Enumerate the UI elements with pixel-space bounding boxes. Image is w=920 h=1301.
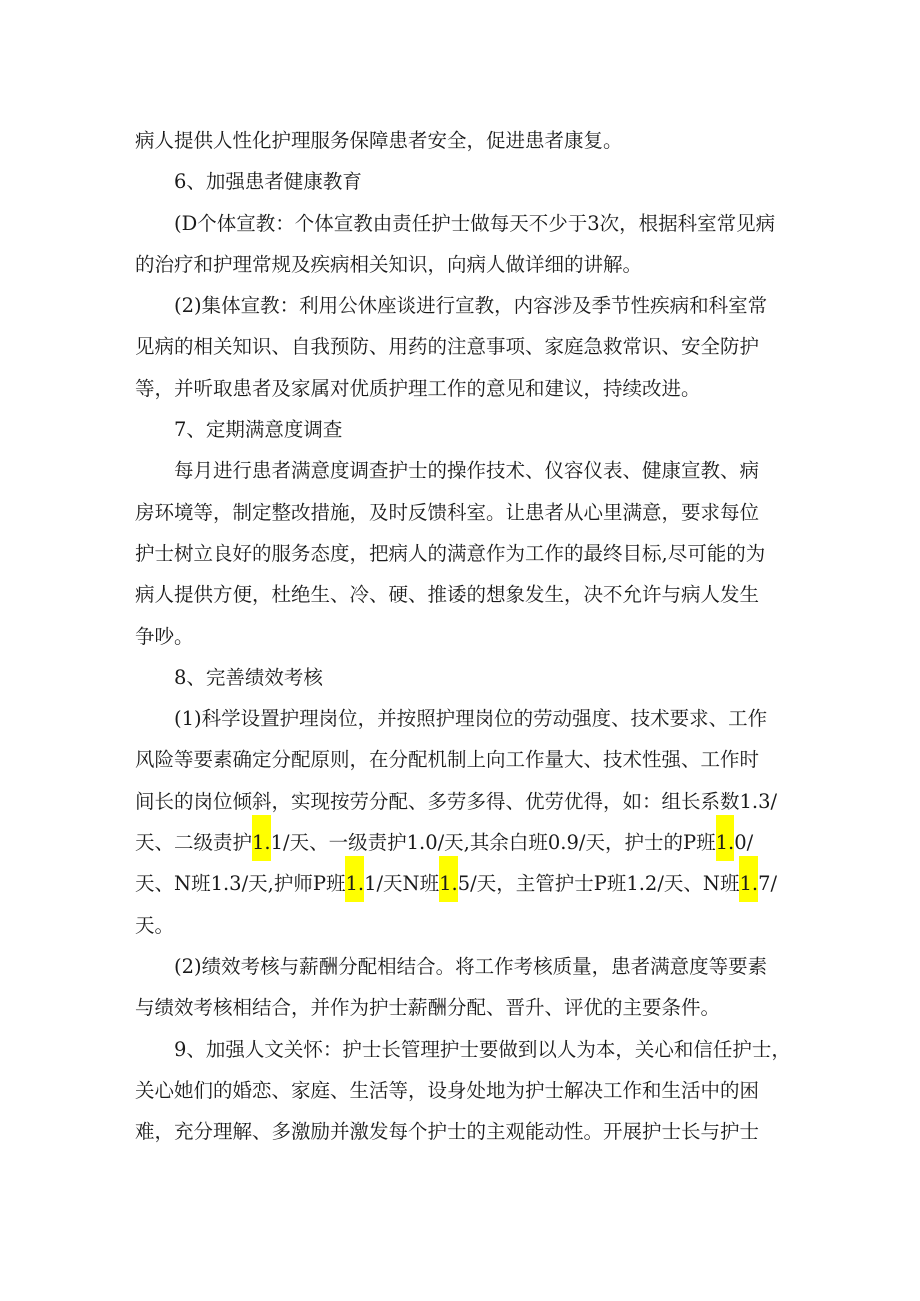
text-segment: 0/ — [734, 831, 754, 855]
paragraph-line: 护士树立良好的服务态度，把病人的满意作为工作的最终目标,尽可能的为 — [135, 541, 766, 565]
text-segment: 1/天、一级责护1.0/天,其余白班0.9/天，护士的P班 — [270, 831, 716, 855]
section-heading-8: 8、完善绩效考核 — [174, 665, 323, 689]
highlight-mark: 1. — [252, 815, 271, 861]
paragraph-line: 等，并听取患者及家属对优质护理工作的意见和建议，持续改进。 — [135, 376, 701, 400]
highlight-mark: 1. — [716, 815, 735, 861]
text-segment: 7/ — [758, 872, 778, 896]
paragraph-line: (D个体宣教：个体宣教由责任护士做每天不少于3次，根据科室常见病 — [174, 211, 776, 235]
highlight-mark: 1. — [439, 856, 458, 902]
paragraph-line: 关心她们的婚恋、家庭、生活等，设身处地为护士解决工作和生活中的困 — [135, 1078, 760, 1102]
section-heading-7: 7、定期满意度调查 — [174, 418, 343, 442]
paragraph-line: (2)绩效考核与薪酬分配相结合。将工作考核质量，患者满意度等要素 — [174, 954, 768, 978]
text-segment: 天、二级责护 — [135, 831, 253, 855]
text-segment: 天、N班1.3/天,护师P班 — [135, 872, 346, 896]
section-heading-6: 6、加强患者健康教育 — [174, 170, 362, 194]
paragraph-line: 风险等要素确定分配原则，在分配机制上向工作量大、技术性强、工作时 — [135, 748, 760, 772]
paragraph-line: 每月进行患者满意度调查护士的操作技术、仪容仪表、健康宣教、病 — [174, 459, 760, 483]
highlight-mark: 1. — [345, 856, 364, 902]
paragraph-line: 见病的相关知识、自我预防、用药的注意事项、家庭急救常识、安全防护 — [135, 335, 760, 359]
text-segment: 1/天N班 — [364, 872, 440, 896]
paragraph-line: 天。 — [135, 913, 175, 937]
paragraph-line-highlighted — [135, 822, 790, 863]
paragraph-line: 病人提供方便，杜绝生、冷、硬、推诿的想象发生，决不允许与病人发生 — [135, 583, 760, 607]
section-heading-9: 9、加强人文关怀：护士长管理护士要做到以人为本，关心和信任护士， — [174, 1037, 791, 1061]
text-segment: 5/天，主管护士P班1.2/天、N班 — [457, 872, 740, 896]
paragraph-line: 与绩效考核相结合，并作为护士薪酬分配、晋升、评优的主要条件。 — [135, 996, 721, 1020]
paragraph-line: (1)科学设置护理岗位，并按照护理岗位的劳动强度、技术要求、工作 — [174, 707, 768, 731]
paragraph-line: 争吵。 — [135, 624, 194, 648]
paragraph-line-highlighted — [135, 863, 790, 904]
document-page — [135, 120, 790, 1152]
paragraph-line: 间长的岗位倾斜，实现按劳分配、多劳多得、优劳优得，如：组长系数1.3/ — [135, 789, 778, 813]
paragraph-line: 难，充分理解、多激励并激发每个护士的主观能动性。开展护士长与护士 — [135, 1120, 760, 1144]
paragraph-line: 病人提供人性化护理服务保障患者安全，促进患者康复。 — [135, 129, 623, 152]
paragraph-line: (2)集体宣教：利用公休座谈进行宣教，内容涉及季节性疾病和科室常 — [174, 294, 768, 318]
paragraph-line: 的治疗和护理常规及疾病相关知识，向病人做详细的讲解。 — [135, 252, 643, 276]
paragraph-line: 房环境等，制定整改措施，及时反馈科室。让患者从心里满意，要求每位 — [135, 500, 760, 524]
highlight-mark: 1. — [739, 856, 758, 902]
